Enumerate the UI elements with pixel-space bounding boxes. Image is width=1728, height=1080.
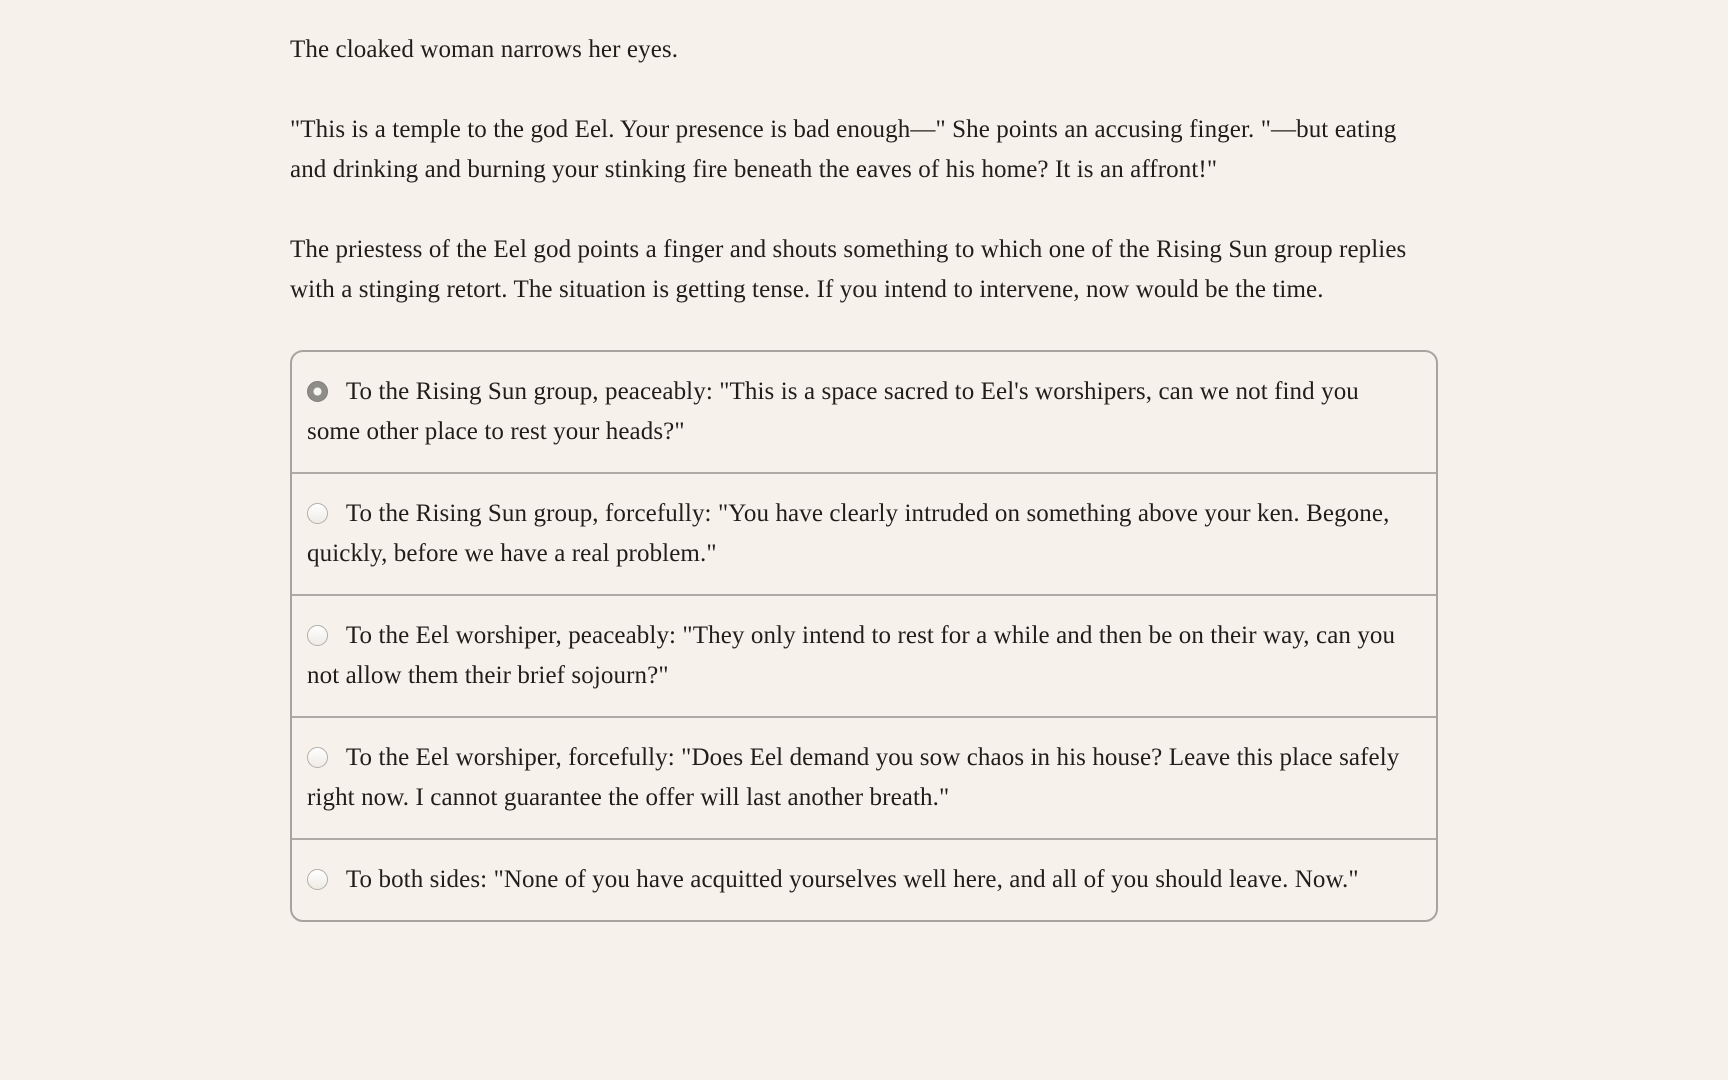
choice-option-4[interactable] — [292, 716, 1436, 838]
choice-option-1[interactable] — [292, 352, 1436, 472]
choice-label: To the Rising Sun group, forcefully: "You have clearly intruded on something above your ken. Begone, quickly, before we have a real problem." — [307, 500, 1390, 567]
story-paragraph: The priestess of the Eel god points a finger and shouts something to which one of the Rising Sun group replies with a stinging retort. The situation is getting tense. If you intend to intervene, now would be the time. — [290, 236, 1407, 303]
choice-option-2[interactable] — [292, 472, 1436, 594]
story-page — [290, 0, 1438, 922]
choice-radio-1[interactable] — [307, 381, 328, 402]
story-paragraph: The cloaked woman narrows her eyes. — [290, 36, 679, 63]
choice-label: To the Eel worshiper, forcefully: "Does Eel demand you sow chaos in his house? Leave this place safely right now. I cannot guarantee the offer will last another breath." — [307, 744, 1400, 811]
choice-list — [290, 350, 1438, 922]
choice-radio-4[interactable] — [307, 747, 328, 768]
story-paragraph: "This is a temple to the god Eel. Your presence is bad enough—" She points an accusing finger. "—but eating and drinking and burning your stinking fire beneath the eaves of his home? It is an affront!" — [290, 116, 1397, 183]
choice-option-5[interactable] — [292, 838, 1436, 920]
choice-label: To the Eel worshiper, peaceably: "They only intend to rest for a while and then be on their way, can you not allow them their brief sojourn?" — [307, 622, 1396, 689]
story-text — [290, 30, 1438, 310]
choice-label: To the Rising Sun group, peaceably: "This is a space sacred to Eel's worshipers, can we not find you some other place to rest your heads?" — [307, 378, 1359, 445]
choice-label: To both sides: "None of you have acquitted yourselves well here, and all of you should leave. Now." — [345, 866, 1359, 893]
choice-radio-5[interactable] — [307, 869, 328, 890]
choice-radio-2[interactable] — [307, 503, 328, 524]
choice-option-3[interactable] — [292, 594, 1436, 716]
choice-radio-3[interactable] — [307, 625, 328, 646]
